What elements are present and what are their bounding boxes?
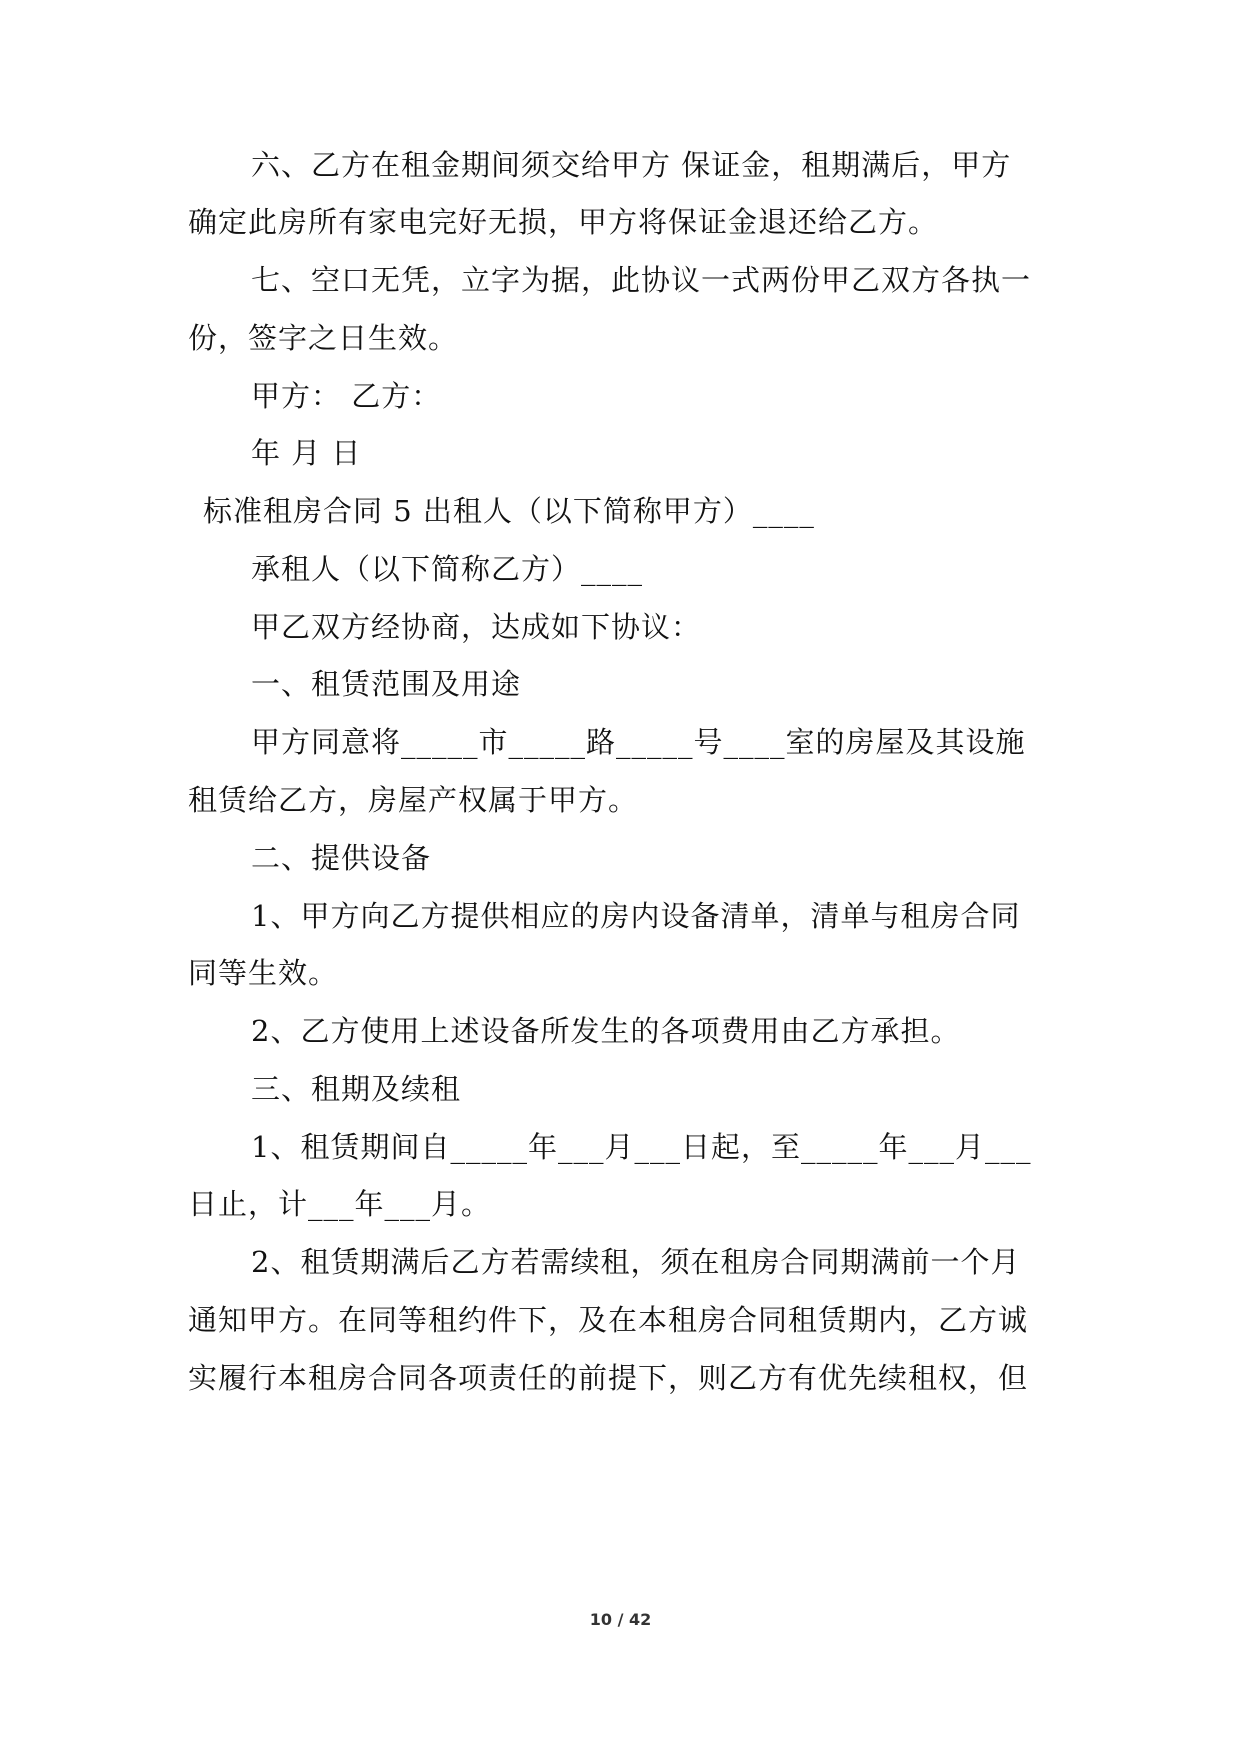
text-line: 六、乙方在租金期间须交给甲方 保证金，租期满后，甲方 [251,148,1012,182]
text-line: 份，签字之日生效。 [188,321,459,355]
date-line: 年 月 日 [251,436,362,470]
contract-heading: 标准租房合同 5 出租人（以下简称甲方）____ [203,494,815,528]
text-line: 七、空口无凭，立字为据，此协议一式两份甲乙双方各执一 [251,263,1032,297]
text-line: 甲方同意将_____市_____路_____号____室的房屋及其设施 [251,725,1026,759]
text-line: 2、乙方使用上述设备所发生的各项费用由乙方承担。 [251,1014,961,1048]
text-line: 确定此房所有家电完好无损，甲方将保证金退还给乙方。 [188,205,939,239]
text-line: 租赁给乙方，房屋产权属于甲方。 [188,783,639,817]
section-heading: 一、租赁范围及用途 [251,667,522,701]
text-line: 日止，计___年___月。 [188,1187,492,1221]
text-line: 同等生效。 [188,956,339,990]
text-line: 承租人（以下简称乙方）____ [251,552,644,586]
text-line: 1、甲方向乙方提供相应的房内设备清单，清单与租房合同 [251,899,1021,933]
section-heading: 三、租期及续租 [251,1072,462,1106]
section-heading: 二、提供设备 [251,841,432,875]
text-line: 1、租赁期间自_____年___月___日起，至_____年___月___ [251,1130,1032,1164]
text-line: 通知甲方。在同等租约件下，及在本租房合同租赁期内，乙方诚 [188,1303,1029,1337]
page-number: 10 / 42 [589,1610,652,1629]
text-line: 甲乙双方经协商，达成如下协议： [251,610,702,644]
text-line: 2、租赁期满后乙方若需续租，须在租房合同期满前一个月 [251,1245,1021,1279]
signature-line: 甲方： 乙方： [251,379,442,413]
text-line: 实履行本租房合同各项责任的前提下，则乙方有优先续租权，但 [188,1361,1029,1395]
